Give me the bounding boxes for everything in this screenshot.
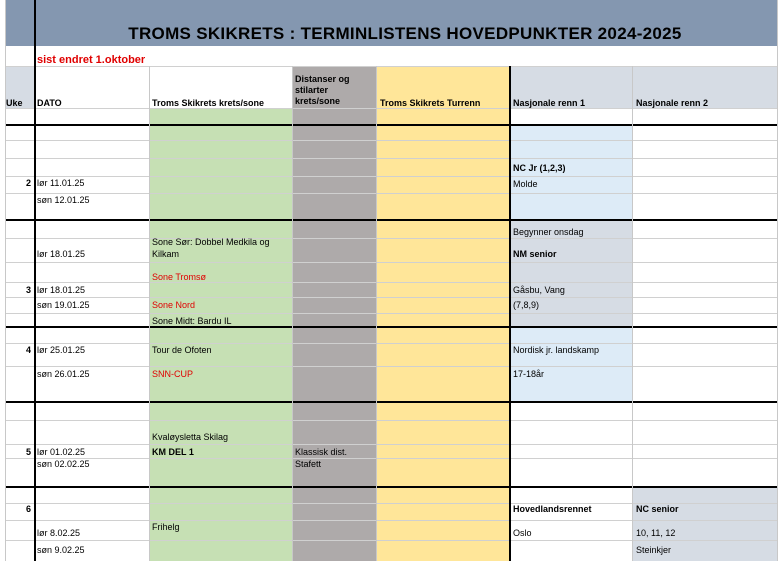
- krets-cell: Sone Tromsø: [152, 272, 207, 282]
- nasjonale1-cell: NM senior: [513, 249, 557, 259]
- week-number: 4: [25, 345, 31, 355]
- header-dato: DATO: [37, 98, 62, 108]
- distanser-cell: Stafett: [295, 459, 322, 469]
- header-distanser-3: krets/sone: [295, 96, 341, 106]
- nasjonale1-cell: Nordisk jr. landskamp: [513, 345, 600, 355]
- date-cell: lør 11.01.25: [37, 178, 85, 188]
- header-distanser-2: stilarter: [295, 85, 329, 95]
- header-uke: Uke: [6, 98, 23, 108]
- nasjonale1-cell: Oslo: [513, 528, 532, 538]
- page-title: TROMS SKIKRETS : TERMINLISTENS HOVEDPUNKTER 2024-2025: [128, 24, 682, 43]
- krets-cell: Sone Midt: Bardu IL: [152, 316, 232, 326]
- date-cell: lør 01.02.25: [37, 447, 86, 457]
- date-cell: søn 9.02.25: [37, 545, 85, 555]
- week-number: 6: [25, 504, 31, 514]
- date-cell: søn 19.01.25: [37, 300, 90, 310]
- landskamp-fill: [510, 327, 632, 402]
- header-nasjonale1: Nasjonale renn 1: [513, 98, 586, 108]
- last-updated: sist endret 1.oktober: [37, 54, 146, 66]
- title-bar-left: [5, 0, 34, 46]
- nasjonale1-cell: NC Jr (1,2,3): [513, 163, 566, 173]
- krets-cell: Kvaløysletta Skilag: [152, 432, 229, 442]
- week-number: 3: [25, 285, 31, 295]
- krets-cell: KM DEL 1: [152, 447, 194, 457]
- nasjonale1-cell: Molde: [513, 179, 538, 189]
- krets-cell: Tour de Ofoten: [152, 345, 212, 355]
- date-cell: søn 02.02.25: [37, 459, 90, 469]
- krets-cell: SNN-CUP: [152, 369, 194, 379]
- week-number: 5: [25, 447, 31, 457]
- distanser-cell: Klassisk dist.: [295, 447, 348, 457]
- date-cell: lør 8.02.25: [37, 528, 81, 538]
- header-turrenn: Troms Skikrets Turrenn: [380, 98, 481, 108]
- nasjonale1-cell: 17-18år: [513, 369, 545, 379]
- week-number: 2: [25, 178, 31, 188]
- nasjonale2-cell: NC senior: [636, 504, 679, 514]
- date-cell: lør 18.01.25: [37, 249, 86, 259]
- krets-cell: Sone Nord: [152, 300, 196, 310]
- nasjonale2-cell: Steinkjer: [636, 545, 672, 555]
- date-cell: søn 26.01.25: [37, 369, 90, 379]
- nasjonale1-cell: Begynner onsdag: [513, 227, 584, 237]
- nasjonale1-cell: Gåsbu, Vang: [513, 285, 565, 295]
- date-cell: lør 25.01.25: [37, 345, 86, 355]
- date-cell: søn 12.01.25: [37, 195, 90, 205]
- header-nasjonale2: Nasjonale renn 2: [636, 98, 709, 108]
- date-cell: lør 18.01.25: [37, 285, 86, 295]
- nasjonale2-cell: 10, 11, 12: [636, 528, 676, 538]
- nasjonale1-cell: Hovedlandsrennet: [513, 504, 592, 514]
- krets-cell: Frihelg: [152, 522, 180, 532]
- krets-cell: Kilkam: [152, 249, 180, 259]
- header-distanser-1: Distanser og: [295, 74, 350, 84]
- krets-cell: Sone Sør: Dobbel Medkila og: [152, 237, 270, 247]
- nasjonale1-cell: (7,8,9): [513, 300, 540, 310]
- header-krets: Troms Skikrets krets/sone: [152, 98, 265, 108]
